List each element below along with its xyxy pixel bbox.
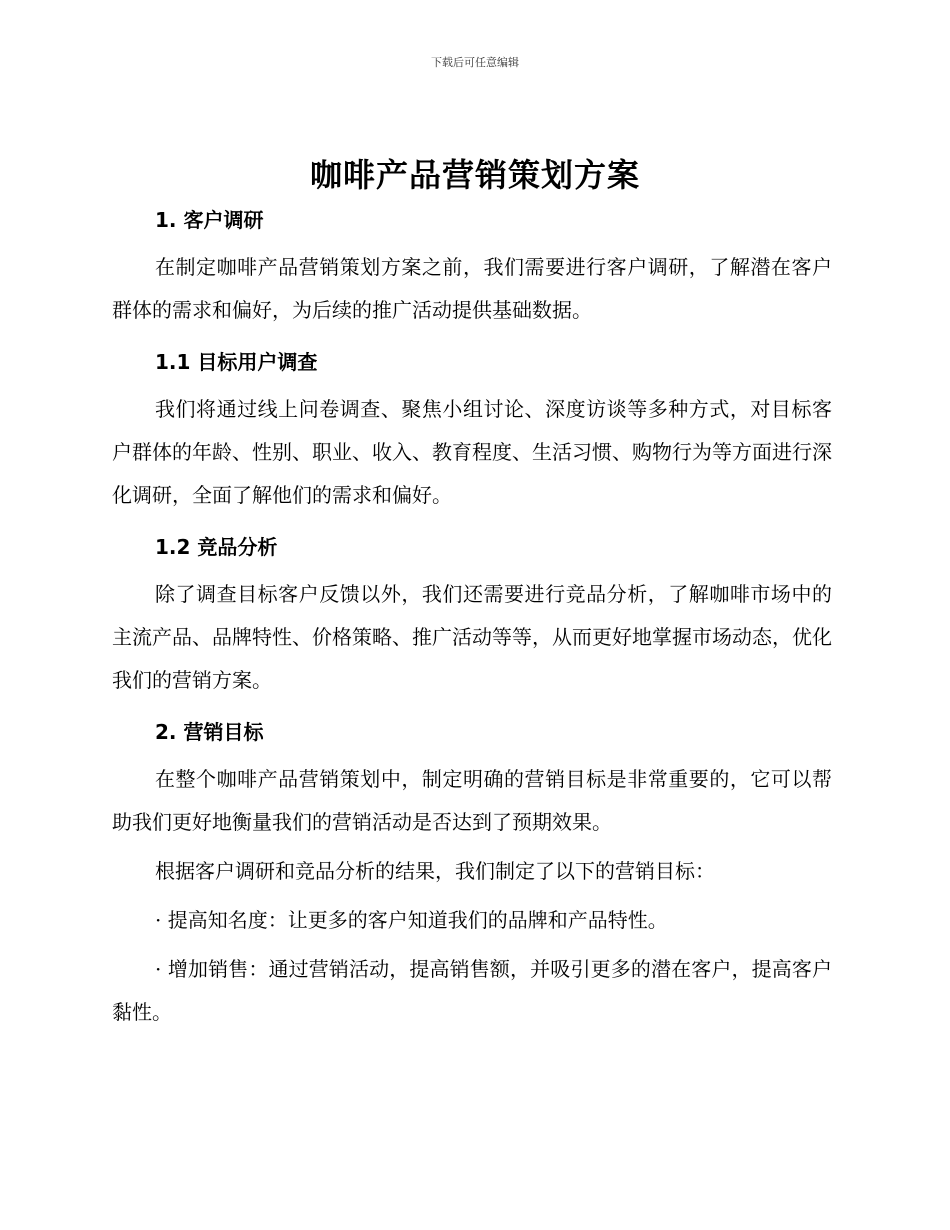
list-item-awareness: · 提高知名度：让更多的客户知道我们的品牌和产品特性。 <box>155 908 668 932</box>
paragraph-competitor-analysis: 除了调查目标客户反馈以外，我们还需要进行竞品分析，了解咖啡市场中的主流产品、品牌特性、价格策略、推广活动等等，从而更好地掌握市场动态，优化我们的营销方案。 <box>112 582 832 692</box>
paragraph-customer-research: 在制定咖啡产品营销策划方案之前，我们需要进行客户调研，了解潜在客户群体的需求和偏好，为后续的推广活动提供基础数据。 <box>112 255 832 322</box>
section-heading-marketing-goals: 2. 营销目标 <box>155 720 264 744</box>
list-item-sales: · 增加销售：通过营销活动，提高销售额，并吸引更多的潜在客户，提高客户黏性。 <box>112 957 832 1024</box>
document-body <box>112 200 832 1034</box>
page-header-note: 下载后可任意编辑 <box>431 56 519 69</box>
paragraph-marketing-goals-intro: 在整个咖啡产品营销策划中，制定明确的营销目标是非常重要的，它可以帮助我们更好地衡量我们的营销活动是否达到了预期效果。 <box>112 767 832 834</box>
paragraph-marketing-goals-basis: 根据客户调研和竞品分析的结果，我们制定了以下的营销目标： <box>155 859 715 883</box>
paragraph-target-user-survey: 我们将通过线上问卷调查、聚焦小组讨论、深度访谈等多种方式，对目标客户群体的年龄、性别、职业、收入、教育程度、生活习惯、购物行为等方面进行深化调研，全面了解他们的需求和偏好。 <box>112 397 832 507</box>
section-heading-competitor-analysis: 1.2 竞品分析 <box>155 535 278 559</box>
document-title: 咖啡产品营销策划方案 <box>309 156 640 194</box>
section-heading-customer-research: 1. 客户调研 <box>155 208 264 232</box>
section-heading-target-user-survey: 1.1 目标用户调查 <box>155 350 318 374</box>
